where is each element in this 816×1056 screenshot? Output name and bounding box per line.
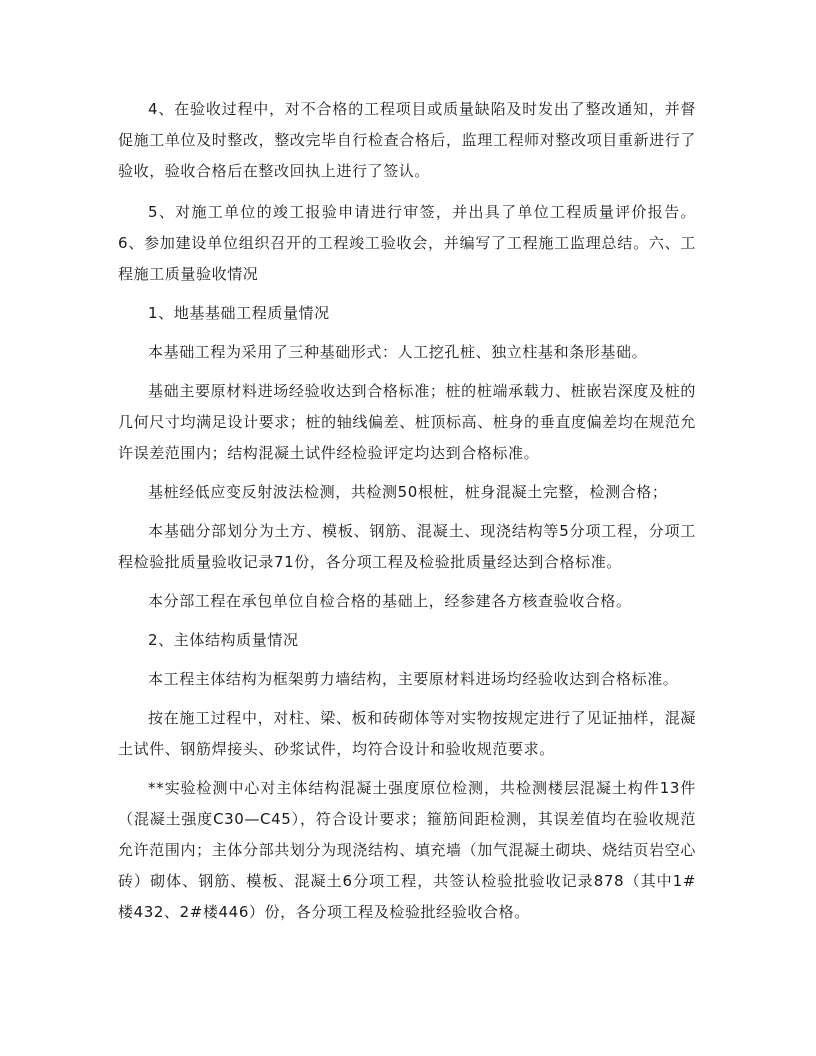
paragraph-concrete-strength-testing: **实验检测中心对主体结构混凝土强度原位检测，共检测楼层混凝土构件13件（混凝土强度C30—C45），符合设计要求；箍筋间距检测，其误差值均在验收规范允许范围内；主体分部共划分为现浇结构、填充墙（加气混凝土砌块、烧结页岩空心砖）砌体、钢筋、模板、混凝土6分项工程，共签认检验批验收记录878（其中1#楼432、2#楼446）份，各分项工程及检验批经验收合格。 xyxy=(118,779,696,921)
paragraph-witness-sampling: 按在施工过程中，对柱、梁、板和砖砌体等对实物按规定进行了见证抽样，混凝土试件、钢筋焊接头、砂浆试件，均符合设计和验收规范要求。 xyxy=(118,709,696,758)
paragraph-foundation-subdivision: 本基础分部划分为土方、模板、钢筋、混凝土、现浇结构等5分项工程，分项工程检验批质量验收记录71份，各分项工程及检验批质量经达到合格标准。 xyxy=(118,522,696,571)
paragraph-completion-review: 5、对施工单位的竣工报验申请进行审签，并出具了单位工程质量评价报告。6、参加建设单位组织召开的工程竣工验收会，并编写了工程施工监理总结。六、工程施工质量验收情况 xyxy=(118,203,696,283)
heading-main-structure-quality: 2、主体结构质量情况 xyxy=(148,631,299,649)
heading-foundation-quality: 1、地基基础工程质量情况 xyxy=(148,304,330,322)
paragraph-pile-testing: 基桩经低应变反射波法检测，共检测50根桩，桩身混凝土完整，检测合格； xyxy=(148,483,668,501)
document-body xyxy=(118,94,696,928)
paragraph-foundation-acceptance: 本分部工程在承包单位自检合格的基础上，经参建各方核查验收合格。 xyxy=(148,592,632,610)
paragraph-foundation-forms: 本基础工程为采用了三种基础形式：人工挖孔桩、独立柱基和条形基础。 xyxy=(148,343,648,361)
paragraph-structure-type: 本工程主体结构为框架剪力墙结构，主要原材料进场均经验收达到合格标准。 xyxy=(148,670,679,688)
paragraph-acceptance-rectification: 4、在验收过程中，对不合格的工程项目或质量缺陷及时发出了整改通知，并督促施工单位及时整改，整改完毕自行检查合格后，监理工程师对整改项目重新进行了验收，验收合格后在整改回执上进行了签认。 xyxy=(118,100,696,180)
paragraph-foundation-materials: 基础主要原材料进场经验收达到合格标准；桩的桩端承载力、桩嵌岩深度及桩的几何尺寸均满足设计要求；桩的轴线偏差、桩顶标高、桩身的垂直度偏差均在规范允许误差范围内；结构混凝土试件经检验评定均达到合格标准。 xyxy=(118,382,696,462)
